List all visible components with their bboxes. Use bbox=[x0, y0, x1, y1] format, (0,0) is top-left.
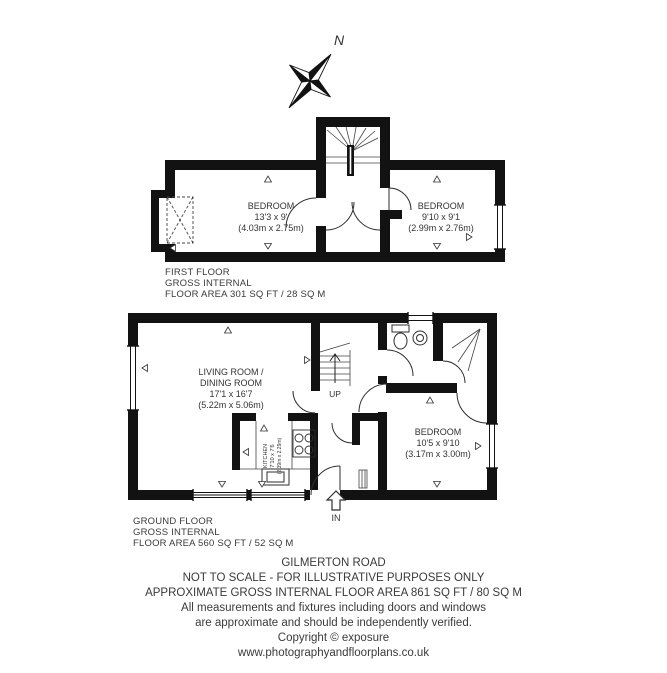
shower-icon bbox=[452, 329, 480, 371]
note-line-2: are approximate and should be independently verified. bbox=[195, 617, 472, 629]
stairs-up-label: UP bbox=[329, 389, 341, 399]
gf-living-dims: 17'1 x 16'7 bbox=[209, 389, 253, 399]
ground-floor-caption bbox=[133, 516, 294, 549]
gf-kitchen-dims: 7'10 x 7'6 bbox=[270, 444, 276, 468]
sink-icon bbox=[413, 331, 427, 345]
ff-bedroom-right-name: BEDROOM bbox=[417, 201, 465, 211]
ground-floor-walls bbox=[128, 313, 497, 500]
gf-bedroom-metric: (3.17m x 3.00m) bbox=[405, 449, 471, 459]
door-arcs-first-floor bbox=[286, 188, 411, 230]
kitchen-sink-icon bbox=[262, 469, 289, 485]
gf-kitchen-name: KITCHEN bbox=[263, 443, 269, 469]
compass-north-label: N bbox=[333, 32, 345, 48]
copyright-line: Copyright © exposure bbox=[277, 632, 390, 644]
gf-living-name2: DINING ROOM bbox=[200, 378, 262, 388]
ff-bedroom-right-metric: (2.99m x 2.76m) bbox=[408, 223, 474, 233]
website-line: www.photographyandfloorplans.co.uk bbox=[237, 647, 430, 659]
stairs-first-floor bbox=[326, 127, 380, 176]
gf-bedroom-dims: 10'5 x 9'10 bbox=[416, 438, 460, 448]
gf-bedroom-name: BEDROOM bbox=[414, 427, 462, 437]
gf-kitchen-metric: (2.39m x 2.29m) bbox=[277, 437, 283, 475]
ff-bedroom-right-dims: 9'10 x 9'1 bbox=[422, 212, 460, 222]
note-line-1: All measurements and fixtures including doors and windows bbox=[181, 602, 486, 614]
stairs-ground-floor bbox=[320, 343, 350, 386]
gf-living-name1: LIVING ROOM / bbox=[198, 367, 264, 377]
first-floor-caption-line2: GROSS INTERNAL bbox=[165, 278, 252, 289]
first-floor-walls bbox=[151, 117, 505, 262]
total-area-line: APPROXIMATE GROSS INTERNAL FLOOR AREA 861 SQ FT / 80 SQ M bbox=[145, 587, 522, 599]
address-line: GILMERTON ROAD bbox=[281, 557, 386, 569]
ground-floor-caption-line2: GROSS INTERNAL bbox=[133, 527, 220, 538]
footer-text bbox=[0, 556, 667, 661]
disclaimer-line: NOT TO SCALE - FOR ILLUSTRATIVE PURPOSES ONLY bbox=[182, 572, 485, 584]
window bbox=[494, 205, 506, 249]
ground-floor-caption-line3: FLOOR AREA 560 SQ FT / 52 SQ M bbox=[133, 538, 294, 549]
entrance-in-label: IN bbox=[331, 513, 341, 523]
first-floor-caption-line1: FIRST FLOOR bbox=[165, 267, 230, 278]
first-floor-caption bbox=[165, 267, 326, 300]
wardrobe-box bbox=[167, 197, 193, 243]
ground-floor-caption-line1: GROUND FLOOR bbox=[133, 516, 213, 527]
ff-bedroom-left-metric: (4.03m x 2.75m) bbox=[238, 223, 304, 233]
gf-living-metric: (5.22m x 5.06m) bbox=[198, 400, 264, 410]
compass-north-icon bbox=[269, 32, 352, 124]
ground-floor-plan bbox=[127, 312, 498, 523]
door-arcs-ground bbox=[293, 350, 487, 495]
ff-bedroom-left-name: BEDROOM bbox=[247, 201, 295, 211]
first-floor-caption-line3: FLOOR AREA 301 SQ FT / 28 SQ M bbox=[165, 289, 326, 300]
ff-bedroom-left-dims: 13'3 x 9' bbox=[254, 212, 288, 222]
first-floor-plan bbox=[151, 117, 506, 262]
toilet-icon bbox=[392, 325, 409, 349]
radiator-icon bbox=[359, 470, 367, 488]
